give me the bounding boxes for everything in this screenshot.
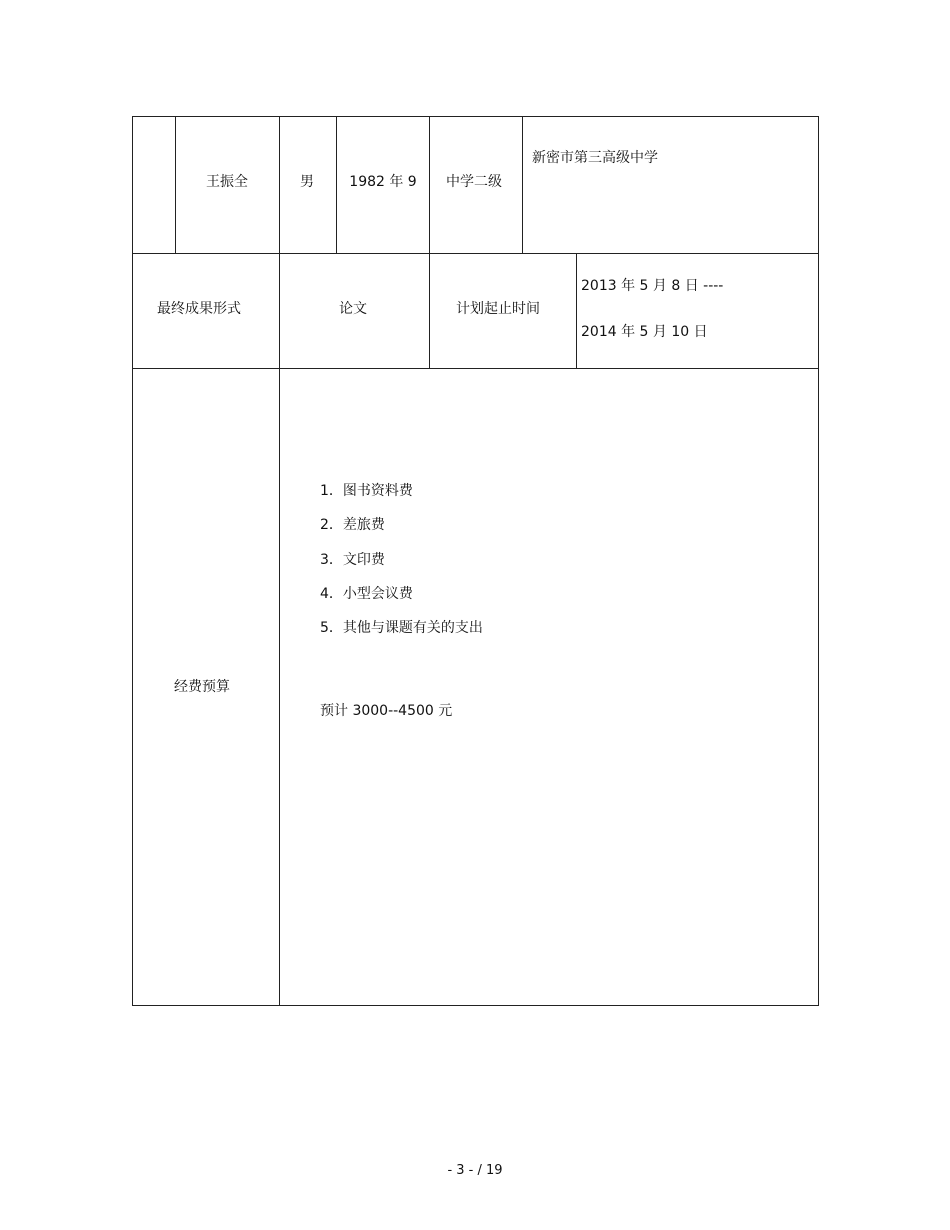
budget-item: 4．小型会议费 [320,586,413,602]
col-divider-r1-e [522,116,523,253]
col-divider-r2-a [279,253,280,368]
budget-item: 3．文印费 [320,552,385,568]
plan-time-end: 2014 年 5 月 10 日 [581,324,708,340]
plan-time-start: 2013 年 5 月 8 日 ---- [581,278,724,294]
budget-label: 经费预算 [174,679,230,695]
budget-item: 2．差旅费 [320,517,385,533]
row-divider-1 [132,253,819,254]
form-table [132,116,819,1006]
col-divider-r1-a [175,116,176,253]
col-divider-r2-b [429,253,430,368]
result-form-value: 论文 [339,301,367,317]
result-form-label: 最终成果形式 [157,301,241,317]
col-divider-r2-c [576,253,577,368]
birth-cell: 1982 年 9 [349,174,417,190]
col-divider-r1-d [429,116,430,253]
page-number: - 3 - / 19 [447,1163,503,1178]
gender-cell: 男 [300,174,314,190]
budget-item: 1．图书资料费 [320,483,413,499]
col-divider-r3-a [279,368,280,1006]
title-cell: 中学二级 [446,174,502,190]
col-divider-r1-c [336,116,337,253]
col-divider-r1-b [279,116,280,253]
budget-estimate: 预计 3000--4500 元 [320,703,453,719]
budget-item: 5．其他与课题有关的支出 [320,620,483,636]
name-cell: 王振全 [206,174,248,190]
row-divider-2 [132,368,819,369]
plan-time-label: 计划起止时间 [456,301,540,317]
school-cell: 新密市第三高级中学 [532,150,658,166]
